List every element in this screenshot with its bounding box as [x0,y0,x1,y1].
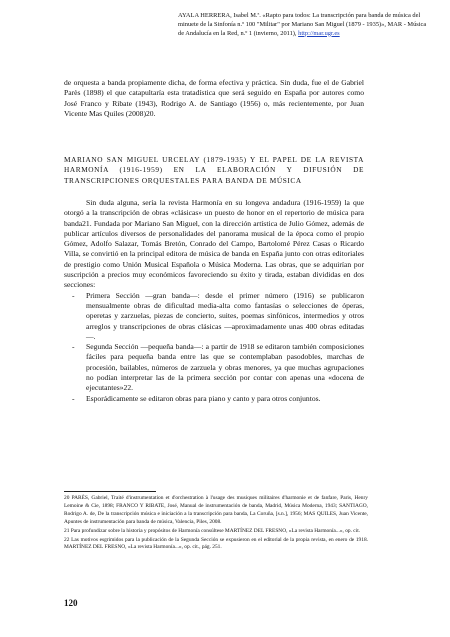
header-citation: AYALA HERRERA, Isabel M.ª. «Rapto para todos: La transcripción para banda de música del minuete de la Sinfonía n.º 100 "Militar" por Mariano San Miguel (1879 - 1935)», MAR - Música de Andalucía en la Red, n.º 1 (invierno, 2011), [178,12,427,37]
intro-paragraph-block [64,78,364,119]
main-paragraph: Sin duda alguna, sería la revista Harmonía en su longeva andadura (1916-1959) la que otorgó a la transcripción de obras «clásicas» un puesto de honor en el repertorio de música para banda21. Fundada por Mariano San Miguel, con la dirección artística de Julio Gómez, además de publicar artículos diversos de personalidades del panorama musical de la época como el propio Gómez, Adolfo Salazar, Tomás Bretón, Conrado del Campo, Bartolomé Pérez Casas o Ricardo Villa, se convirtió en la principal editora de música de banda en España junto con otras editoriales de prestigio como Unión Musical Española o Música Moderna. Las obras, que se adquirían por suscripción a precios muy económicos favoreciendo su éxito y tirada, estaban divididas en dos secciones: [64,198,364,290]
list-item [64,291,364,342]
header-link[interactable]: http://mar.ugr.es [298,29,340,37]
section-title: MARIANO SAN MIGUEL URCELAY (1879-1935) Y EL PAPEL DE LA REVISTA HARMONÍA (1916-1959) EN LA ELABORACIÓN Y DIFUSIÓN DE TRANSCRIPCIONES ORQUESTALES PARA BANDA DE MÚSICA [64,155,364,185]
bullet-marker: - [72,393,75,403]
footnote-22: 22 Las motivos esgrimidos para la publicación de la Segunda Sección se expusieron en el editorial de la propia revista, en enero de 1918. MARTÍNEZ DEL FRESNO, «La revista Harmonía...», op. cit., pág. 251. [64,536,368,551]
footnote-20: 20 PARÈS, Gabriel, Traité d'instrumentation et d'orchestration à l'usage des musiques militaires d'harmonie et de fanfare, Paris, Henry Lemoine & Cie, 1898; FRANCO Y RIBATE, José, Manual de instrumentación de banda, Madrid, Música Moderna, 1943; SANTIAGO, Rodrigo A. de, De la transcripción música e iniciación a la transcripción para banda, La Coruña, [s.n.], 1956; MAS QUILES, Juan Vicente, Apuntes de instrumentación para banda de música, Valencia, Piles, 2008. [64,495,368,525]
footnotes [64,495,368,553]
intro-paragraph: de orquesta a banda propiamente dicha, de forma efectiva y práctica. Sin duda, fue el de Gabriel Parès (1898) el que catapultaría esta tratadística que será seguido en España por autores como José Franco y Ribate (1943), Rodrigo A. de Santiago (1956) o, más recientemente, por Juan Vicente Mas Quiles (2008)20. [64,78,364,118]
footnote-divider [64,491,156,492]
running-header [178,12,428,38]
bullet-marker: - [72,342,75,352]
page-number: 120 [64,598,78,608]
footnote-21: 21 Para profundizar sobre la historia y propósitos de Harmonía consúltese MARTÍNEZ DEL FRESNO, «La revista Harmonía...», op. cit. [64,527,361,534]
list-item [64,394,364,404]
list-item-text: Primera Sección —gran banda—: desde el primer número (1916) se publicaron mensualmente obras de dificultad media-alta como fantasías o selecciones de óperas, operetas y zarzuelas, piezas de concierto, suites, poemas sinfónicos, intermedios y otros arreglos y transcripciones de obras clásicas —aproximadamente unas 400 obras editadas—. [86,290,364,341]
list-item [64,342,364,393]
bullet-marker: - [72,290,75,300]
main-body [64,198,364,404]
list-item-text: Segunda Sección —pequeña banda—: a partir de 1918 se editaron también composiciones fáciles para pequeña banda entre las que se contemplaban pasodobles, marchas de procesión, bailables, números de zarzuela y obras menores, ya que muchas agrupaciones no podían interpretar las de la primera sección por contar con apenas una «docena de ejecutantes»22. [86,342,364,393]
sections-list [64,291,364,404]
list-item-text: Esporádicamente se editaron obras para piano y canto y para otros conjuntos. [86,393,321,403]
